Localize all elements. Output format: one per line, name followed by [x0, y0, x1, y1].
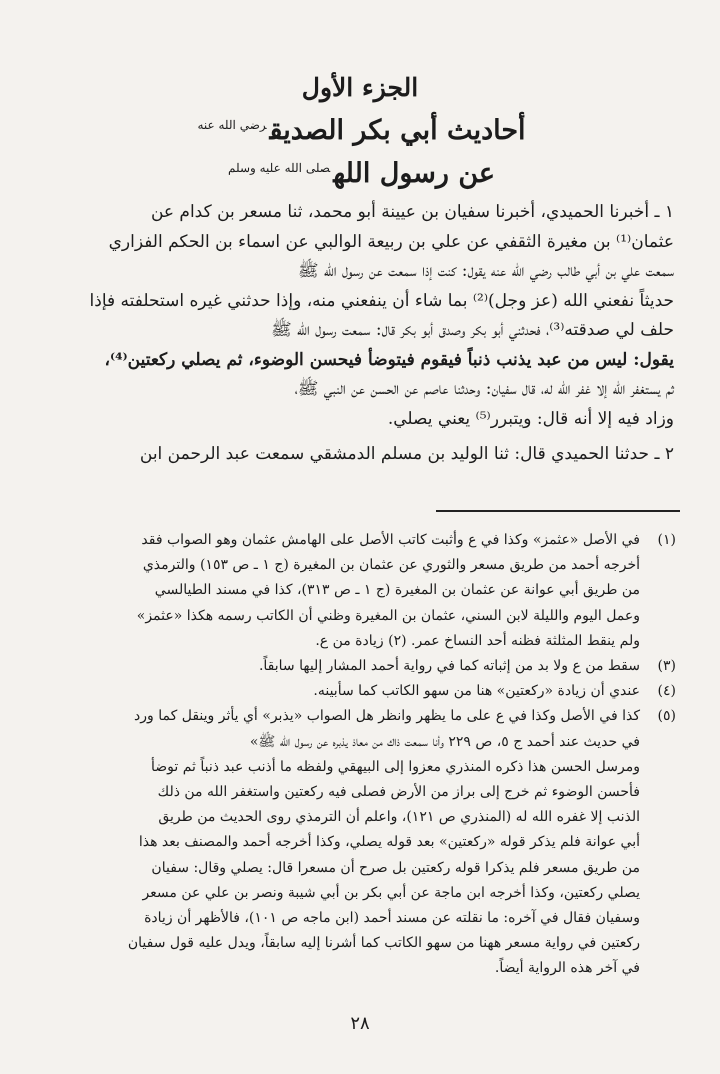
honorific-mark: رضي الله عنه [197, 118, 267, 132]
footnote-number: (١) [657, 532, 676, 548]
footnote-line: يصلي ركعتين، وكذا أخرجه ابن ماجة عن أبي بكر بن أبي شيبة ونصر بن علي عن مسعر [142, 884, 640, 901]
footnote-line: عندي أن زيادة «ركعتين» هنا من سهو الكاتب كما سأبينه. [313, 683, 640, 700]
salutation-mark: صلى الله عليه وسلم [227, 161, 331, 175]
footnote-line: سقط من ع ولا بد من إثباته كما في رواية أحمد المشار إليها سابقاً. [258, 658, 640, 675]
footnote-line: ركعتين في رواية مسعر ههنا من سهو الكاتب كما أشرنا إليه سابقاً، ويدل عليه قول سفيان [127, 935, 640, 952]
footnote-line: ولم ينقط المثلثة فظنه أحد النساخ عمر. (٢) زيادة من ع. [315, 632, 640, 649]
footnote-text [44, 679, 640, 704]
body-line: وزاد فيه إلا أنه قال: ويتبرر⁽⁵⁾ يعني يصلي. [387, 408, 674, 429]
footnote-number: (٤) [657, 683, 676, 700]
footnote-line: وسفيان فقال في آخره: ما نقلته عن مسند أحمد (ابن ماجه ص ١٠١)، فالأظهر أن زيادة [144, 910, 640, 927]
body-line: ١ ـ أخبرنا الحميدي، أخبرنا سفيان بن عيينة أبو محمد، ثنا مسعر بن كدام عن [150, 202, 674, 222]
footnote-line: أبي عوانة فلم يذكر قوله «ركعتين» بعد قوله يصلي، وكذا أخرجه أحمد والمصنف بعد هذا [138, 834, 640, 851]
body-line: ٢ ـ حدثنا الحميدي قال: ثنا الوليد بن مسلم الدمشقي سمعت عبد الرحمن ابن [139, 444, 674, 464]
body-line: حلف لي صدقته⁽³⁾، فحدثني أبو بكر وصدق أبو بكر قال: سمعت رسول الله ﷺ [271, 320, 674, 340]
footnote [44, 528, 676, 654]
page-number: ٢٨ [350, 1013, 370, 1034]
footnote-line: من طريق أبي عوانة عن عثمان بن المغيرة (ج ١ ـ ص ٣١٣)، كذا في مسند الطيالسي [154, 582, 640, 599]
body-line-bold: يقول: ليس من عبد يذنب ذنباً فيقوم فيتوضأ فيحسن الوضوء، ثم يصلي ركعتين⁽⁴⁾، [104, 349, 674, 370]
body-line: سمعت علي بن أبي طالب رضي الله عنه يقول: كنت إذا سمعت عن رسول الله ﷺ [297, 261, 674, 281]
footnote-line: ومرسل الحسن هذا ذكره المنذري معزوا إلى البيهقي ولفظه ما أذنب عبد ذنباً ثم توضأ [150, 758, 640, 775]
footnote-line: وعمل اليوم والليلة لابن السني، عثمان بن المغيرة وظني أن الكاتب رسمه هكذا «عثمز» [136, 607, 640, 624]
footnote-line: فأحسن الوضوء ثم خرج إلى براز من الأرض فصلى فيه ركعتين واستغفر الله من ذلك [157, 784, 640, 801]
hadith-section-title-text: أحاديث أبي بكر الصديق [269, 115, 526, 146]
hadith-section-title [0, 106, 720, 150]
footnote-line: كذا في الأصل وكذا في ع على ما يظهر وانظر هل الصواب «يذبر» أي يأثر وينقل كما ورد [134, 708, 640, 725]
footnote-line: الذنب إلا غفره الله له (المنذري ص ١٢١)، واعلم أن الترمذي روى الحديث من طريق [158, 809, 640, 826]
footnote-divider [436, 510, 680, 512]
body-line: حديثاً نفعني الله (عز وجل)⁽²⁾ بما شاء أن ينفعني منه، وإذا حدثني غيره استحلفته فإذا [89, 290, 674, 311]
footnote-text [44, 528, 640, 654]
footnote-number: (٣) [657, 658, 676, 675]
footnote-line: من طريق مسعر فلم يذكرا قوله ركعتين بل صرح أن مسعرا قال: يصلي وقال: سفيان [151, 859, 640, 876]
footnote [44, 704, 676, 981]
from-prophet-title-text: عن رسول الله [333, 158, 496, 189]
hadith-body [44, 198, 674, 470]
footnote-line: في الأصل «عثمز» وكذا في ع وأثبت كاتب الأصل على الهامش عثمان وهو الصواب فقد [141, 532, 640, 548]
footnote-line: أخرجه أحمد من طريق مسعر والثوري عن عثمان بن المغيرة (ج ١ ـ ص ١٥٣) والترمذي [142, 557, 640, 574]
chapter-headings [0, 70, 720, 192]
body-line: عثمان⁽¹⁾ بن مغيرة الثقفي عن علي بن ربيعة الوالبي عن اسماء بن الحكم الفزاري [108, 231, 674, 252]
footnotes [44, 528, 676, 982]
footnote-line: في آخر هذه الرواية أيضاً. [494, 960, 640, 977]
body-line: ثم يستغفر الله إلا غفر الله له، قال سفيان: وحدثنا عاصم عن الحسن عن النبي ﷺ، [294, 379, 674, 399]
footnote-text [44, 654, 640, 679]
footnote-text [44, 704, 640, 981]
part-title: الجزء الأول [301, 73, 419, 102]
footnote-number: (٥) [657, 708, 676, 725]
footnote-line: في حديث عند أحمد ج ٥، ص ٢٢٩ وأنا سمعت ذاك من معاذ يذبره عن رسول الله ﷺ» [249, 733, 640, 750]
footnote [44, 679, 676, 704]
footnote [44, 654, 676, 679]
from-prophet-title [0, 150, 720, 192]
